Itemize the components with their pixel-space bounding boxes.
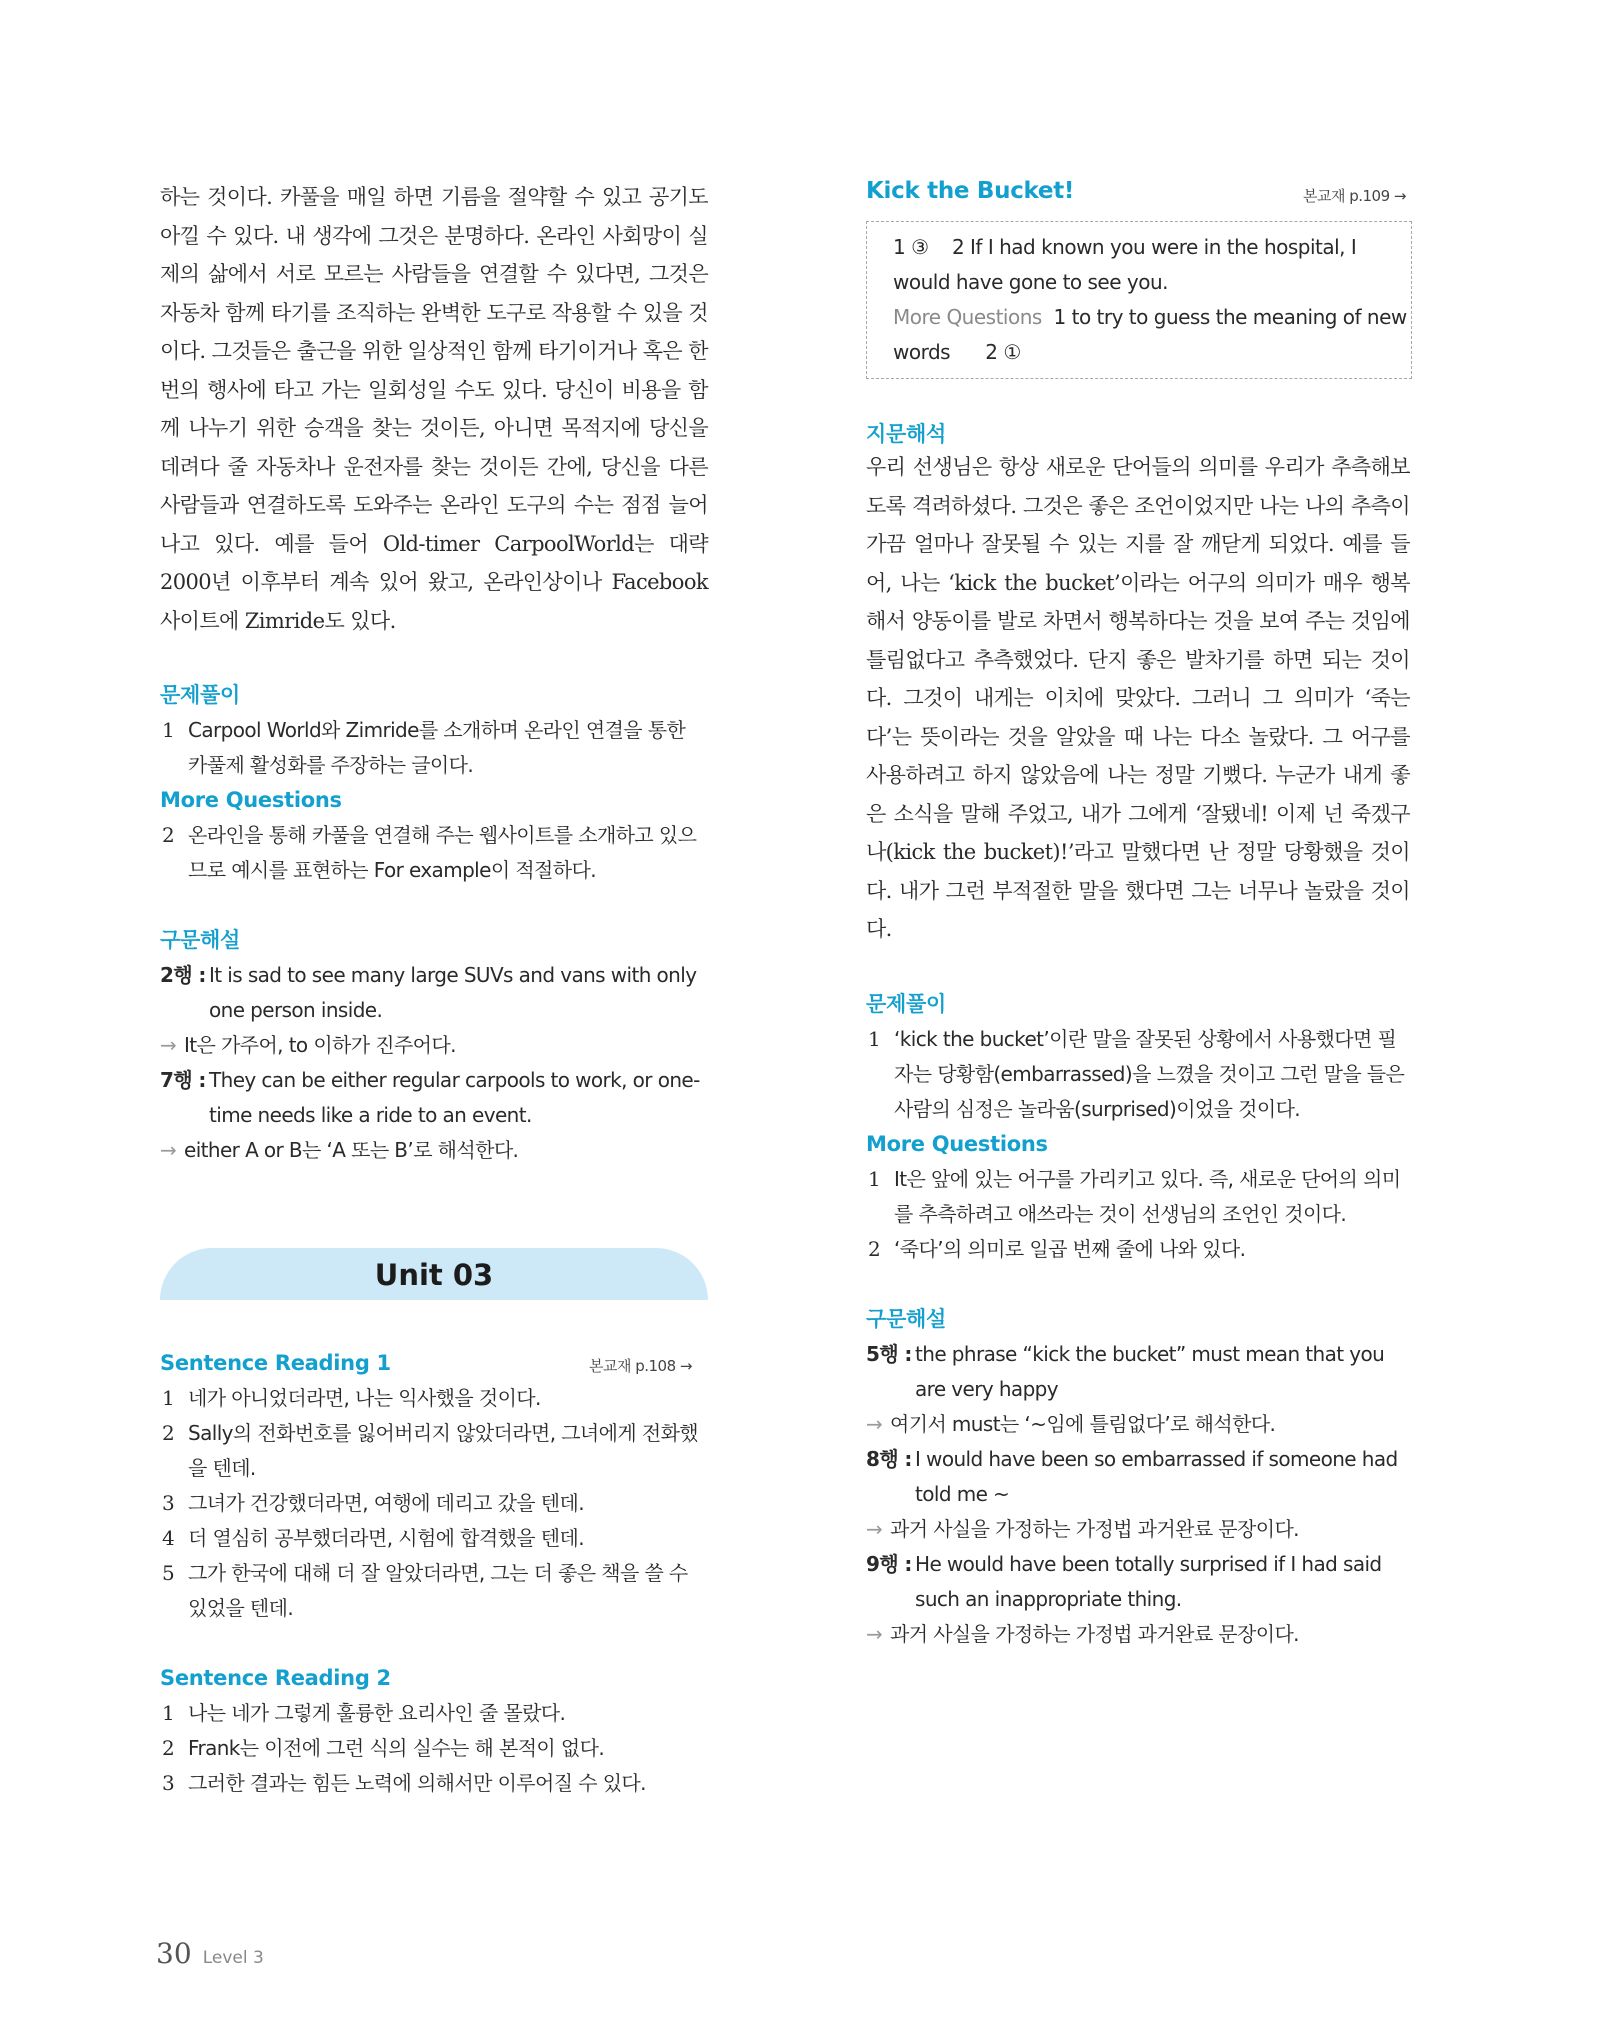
- list-item: [160, 1556, 708, 1626]
- solution-heading-right: 문제풀이: [866, 991, 946, 1016]
- left-column: [160, 178, 708, 1801]
- line-tag: 8행 :: [866, 1446, 912, 1471]
- grammar-explanation: 과거 사실을 가정하는 가정법 과거완료 문장이다.: [890, 1516, 1299, 1541]
- grammar-sentence: I would have been so embarrassed if someone had told me ~: [915, 1446, 1398, 1506]
- sentence-reading-2-title: Sentence Reading 2: [160, 1666, 391, 1690]
- list-item: [160, 1486, 708, 1521]
- grammar-line-5: [866, 1337, 1410, 1407]
- line-tag: 7행 :: [160, 1068, 206, 1092]
- grammar-note-1: [866, 1407, 1410, 1442]
- solution-heading-left: 문제풀이: [160, 683, 240, 707]
- item-text: It은 앞에 있는 어구를 가리키고 있다. 즉, 새로운 단어의 의미를 추측하려고 애쓰라는 것이 선생님의 조언인 것이다.: [894, 1166, 1401, 1226]
- item-text: 나는 네가 그렇게 훌륭한 요리사인 줄 몰랐다.: [188, 1701, 566, 1725]
- item-text: 그녀가 건강했더라면, 여행에 데리고 갔을 텐데.: [188, 1491, 584, 1515]
- item-text: Carpool World와 Zimride를 소개하며 온라인 연결을 통한 카풀제 활성화를 주장하는 글이다.: [188, 718, 686, 777]
- item-number: 2: [162, 1736, 175, 1760]
- grammar-line-8: [866, 1442, 1410, 1512]
- answer-box: [866, 221, 1412, 379]
- list-item: [160, 1521, 708, 1556]
- item-number: 2: [868, 1236, 881, 1261]
- grammar-note-3: [866, 1617, 1410, 1652]
- grammar-heading-left: 구문해설: [160, 928, 240, 952]
- book-page-ref: [589, 1355, 692, 1376]
- more-answer-1: 1 to try to guess the meaning of new words: [893, 305, 1407, 364]
- item-text: 네가 아니었더라면, 나는 익사했을 것이다.: [188, 1386, 541, 1410]
- item-text: Frank는 이전에 그런 식의 실수는 해 본적이 없다.: [188, 1736, 605, 1760]
- grammar-note-1: [160, 1028, 708, 1063]
- more-answer-2: 2 ①: [985, 340, 1021, 364]
- line-tag: 2행 :: [160, 963, 206, 987]
- item-text: 온라인을 통해 카풀을 연결해 주는 웹사이트를 소개하고 있으므로 예시를 표현하는 For example이 적절하다.: [188, 823, 697, 882]
- line-tag: 5행 :: [866, 1341, 912, 1366]
- arrow-icon: →: [160, 1033, 177, 1057]
- solution-item-1: [160, 713, 708, 783]
- item-number: 1: [162, 1386, 175, 1410]
- book-ref-text: 본교재 p.108: [588, 1357, 676, 1375]
- unit-banner: Unit 03: [160, 1248, 708, 1300]
- line-tag: 9행 :: [866, 1551, 912, 1576]
- arrow-icon: →: [866, 1621, 883, 1646]
- passage-translation-left: 하는 것이다. 카풀을 매일 하면 기름을 절약할 수 있고 공기도 아낄 수 있다. 내 생각에 그것은 분명하다. 온라인 사회망이 실제의 삶에서 서로 모르는 사람들을 연결할 수 있다면, 그것은 자동차 함께 타기를 조직하는 완벽한 도구로 작용할 수 있을 것이다. 그것들은 출근을 위한 일상적인 함께 타기이거나 혹은 한 번의 행사에 타고 가는 일회성일 수도 있다. 당신이 비용을 함께 나누기 위한 승객을 찾는 것이든, 아니면 목적지에 당신을 데려다 줄 자동차나 운전자를 찾는 것이든 간에, 당신을 다른 사람들과 연결하도록 도와주는 온라인 도구의 수는 점점 늘어나고 있다. 예를 들어 Old-timer CarpoolWorld는 대략 2000년 이후부터 계속 있어 왔고, 온라인상이나 Facebook 사이트에 Zimride도 있다.: [160, 185, 708, 633]
- grammar-explanation: either A or B는 ‘A 또는 B’로 해석한다.: [184, 1138, 519, 1162]
- passage-translation-right: 우리 선생님은 항상 새로운 단어들의 의미를 우리가 추측해보도록 격려하셨다. 그것은 좋은 조언이었지만 나는 나의 추측이 가끔 얼마나 잘못될 수 있는 지를 잘 깨닫게 되었다. 예를 들어, 나는 ‘kick the bucket’이라는 어구의 의미가 매우 행복해서 양동이를 발로 차면서 행복하다는 것을 보여 주는 것임에 틀림없다고 추측했었다. 단지 좋은 발차기를 하면 되는 것이다. 그것이 내게는 이치에 맞았다. 그러니 그 의미가 ‘죽는다’는 뜻이라는 것을 알았을 때 나는 다소 놀랐다. 그 어구를 사용하려고 하지 않았음에 나는 정말 기뻤다. 누군가 내게 좋은 소식을 말해 주었고, 내가 그에게 ‘잘됐네! 이제 넌 죽겠구나(kick the bucket)!’라고 말했다면 난 정말 당황했을 것이다. 내가 그런 부적절한 말을 했다면 그는 너무나 놀랐을 것이다.: [866, 455, 1410, 941]
- grammar-line-9: [866, 1547, 1410, 1617]
- item-text: ‘kick the bucket’이란 말을 잘못된 상황에서 사용했다면 필자는 당황함(embarrassed)을 느꼈을 것이고 그런 말을 들은 사람의 심정은 놀라움(surprised)이었을 것이다.: [894, 1026, 1405, 1121]
- page-number: 30: [156, 1937, 192, 1970]
- grammar-sentence: It is sad to see many large SUVs and vans with only one person inside.: [209, 963, 697, 1022]
- arrow-icon: →: [160, 1138, 177, 1162]
- item-number: 1: [162, 718, 175, 742]
- item-text: 더 열심히 공부했더라면, 시험에 합격했을 텐데.: [188, 1526, 584, 1550]
- answer-1: 1 ③: [893, 235, 929, 259]
- page-footer: [156, 1937, 264, 1970]
- more-questions-heading-right: More Questions: [866, 1131, 1048, 1156]
- book-ref-text: 본교재 p.109: [1302, 187, 1390, 205]
- list-item: [160, 1766, 708, 1801]
- sentence-reading-1-list: [160, 1381, 708, 1626]
- item-number: 1: [868, 1026, 881, 1051]
- right-column: [866, 178, 1410, 1652]
- arrow-right-icon: →: [679, 1357, 692, 1375]
- answer-2: 2 If I had known you were in the hospital, I would have gone to see you.: [893, 235, 1357, 294]
- level-label: Level 3: [202, 1948, 264, 1968]
- grammar-explanation: 여기서 must는 ‘~임에 틀림없다’로 해석한다.: [890, 1411, 1276, 1436]
- book-page-ref: [1303, 185, 1406, 206]
- item-text: 그가 한국에 대해 더 잘 알았더라면, 그는 더 좋은 책을 쓸 수 있었을 텐데.: [188, 1561, 688, 1620]
- item-text: 그러한 결과는 힘든 노력에 의해서만 이루어질 수 있다.: [188, 1771, 646, 1795]
- more-question-item-2: [866, 1232, 1410, 1267]
- solution-item-1: [866, 1022, 1410, 1127]
- answer-line-1: [893, 230, 1411, 300]
- arrow-icon: →: [866, 1411, 883, 1436]
- grammar-line-2: [160, 958, 708, 1028]
- list-item: [160, 1731, 708, 1766]
- grammar-explanation: It은 가주어, to 이하가 진주어다.: [184, 1033, 456, 1057]
- grammar-note-2: [866, 1512, 1410, 1547]
- item-number: 2: [162, 823, 175, 847]
- translation-heading: 지문해석: [866, 422, 946, 446]
- item-number: 2: [162, 1421, 175, 1445]
- kick-the-bucket-header: [866, 178, 1410, 204]
- answer-line-2: [893, 300, 1411, 370]
- more-questions-label: More Questions: [893, 305, 1042, 329]
- item-number: 3: [162, 1491, 175, 1515]
- grammar-sentence: the phrase “kick the bucket” must mean that you are very happy: [915, 1341, 1385, 1401]
- item-number: 1: [868, 1166, 881, 1191]
- item-text: Sally의 전화번호를 잃어버리지 않았더라면, 그녀에게 전화했을 텐데.: [188, 1421, 699, 1480]
- list-item: [160, 1696, 708, 1731]
- more-question-item-1: [866, 1162, 1410, 1232]
- more-questions-heading-left: More Questions: [160, 788, 342, 812]
- solution-item-2: [160, 818, 708, 888]
- item-text: ‘죽다’의 의미로 일곱 번째 줄에 나와 있다.: [894, 1236, 1246, 1261]
- item-number: 1: [162, 1701, 175, 1725]
- arrow-icon: →: [866, 1516, 883, 1541]
- grammar-line-7: [160, 1063, 708, 1133]
- item-number: 3: [162, 1771, 175, 1795]
- grammar-sentence: They can be either regular carpools to work, or one-time needs like a ride to an event.: [209, 1068, 700, 1127]
- sentence-reading-1-header: [160, 1346, 708, 1381]
- grammar-note-2: [160, 1133, 708, 1168]
- grammar-heading-right: 구문해설: [866, 1306, 946, 1331]
- kick-the-bucket-title: Kick the Bucket!: [866, 178, 1075, 204]
- item-number: 5: [162, 1561, 175, 1585]
- arrow-right-icon: →: [1393, 187, 1406, 205]
- list-item: [160, 1416, 708, 1486]
- sentence-reading-1-title: Sentence Reading 1: [160, 1351, 391, 1375]
- item-number: 4: [162, 1526, 175, 1550]
- sentence-reading-2-list: [160, 1696, 708, 1801]
- list-item: [160, 1381, 708, 1416]
- grammar-explanation: 과거 사실을 가정하는 가정법 과거완료 문장이다.: [890, 1621, 1299, 1646]
- grammar-sentence: He would have been totally surprised if I had said such an inappropriate thing.: [915, 1551, 1382, 1611]
